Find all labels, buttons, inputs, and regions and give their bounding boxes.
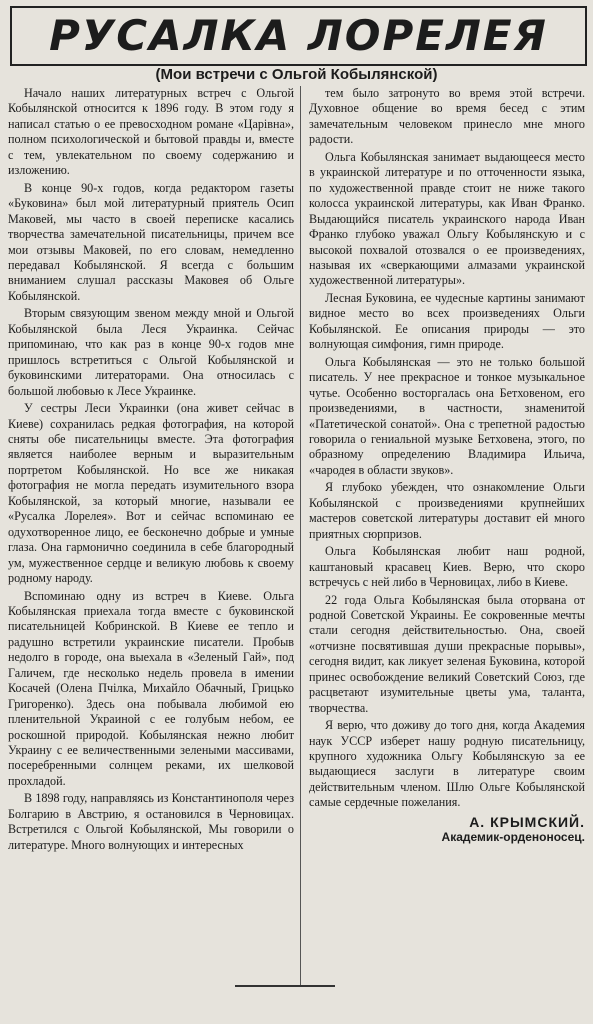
article-subtitle: (Мои встречи с Ольгой Кобылянской) [155,66,438,83]
paragraph: Вторым связующим звеном между мной и Ольгой Кобылянской была Леся Украинка. Сейчас припоминаю, что как раз в конце 90-х годов мне пришлось встретиться с Ольгой Кобылянской и буковинскими литераторами. Она относилась с большой любовью к Лесе Украинке. [8,306,294,398]
paragraph: Начало наших литературных встреч с Ольгой Кобылянской относится к 1896 году. В этом году я написал статью о ее превосходном романе «Царівна», полном психологической и бытовой правды и, вместе с тем, увлекательном по своему содержанию и изложению. [8,86,294,178]
paragraph: Вспоминаю одну из встреч в Киеве. Ольга Кобылянская приехала тогда вместе с буковинской писательницей Кобринской. В Киеве ее тепло и радушно встретили украинские писатели. Пробыв недолго в городе, она выехала в «Зеленый Гай», под Галичем, где несколько недель провела в имении Косачей (Олена Пчілка, Михайло Обачный, Грицько Григоренко). Здесь она побывала любимой ею пленительной Украиной с ее голубым небом, ее роскошной природой. Кобылянская нежно любит Украину с ее величественными зелеными массивами, посеребренными солнцем реками, их шелковой прохладой. [8,588,294,788]
paragraph: Я верю, что доживу до того дня, когда Академия наук УССР изберет нашу родную писательницу, крупного художника Ольгу Кобылянскую за ее выдающиеся заслуги в литературе своим действительным членом. Шлю Ольге Кобылянской самые сердечные пожелания. [309,718,585,810]
paragraph: Ольга Кобылянская любит наш родной, каштановый красавец Киев. Верю, что скоро встречусь с ней либо в Черновицах, либо в Киеве. [309,544,585,590]
paragraph: Ольга Кобылянская — это не только большой писатель. У нее прекрасное и тонкое музыкальное чутье. Особенно восторгалась она Бетховеном, его произведениями, в частности, знаменитой «Патетической сонатой». Она с трепетной радостью говорила о гениальной музыке Бетховена, этого, по образному определению Владимира Ильича, «чародея в области звуков». [309,354,585,477]
signature [309,815,585,846]
paragraph: У сестры Леси Украинки (она живет сейчас в Киеве) сохранилась редкая фотография, на которой сняты обе писательницы вместе. Эта фотография является наиболее верным и выразительным портретом Кобылянской. Но все же никакая фотография не могла передать изумительного взора Кобылянской, за который многие, называли ее «Русалка Лорелея». Вот и сейчас вспоминаю ее одухотворенное лицо, ее бесконечно добрые и умные глаза. Она гармонично соединила в себе благородный ум, мужественное сердце и великую любовь к своему родному народу. [8,401,294,586]
paragraph: 22 года Ольга Кобылянская была оторвана от родной Советской Украины. Ее сокровенные мечты стали сегодня действительностью. Она, своей «отчизне посвятившая души прекрасные порывы», сегодня видит, как ликует зеленая Буковина, которой принес освобождение великий Советский Союз, где расцветают изумительные цветы ума, таланта, творчества. [309,592,585,715]
author-title: Академик-орденоносец. [441,830,585,845]
paragraph: тем было затронуто во время этой встречи. Духовное общение во время бесед с этим замечательным человеком принесло мне много радости. [309,86,585,147]
paragraph: Ольга Кобылянская занимает выдающееся место в украинской литературе и по отточенности языка, по художественной правде стоит не ниже такого колосса украинской литературы, как Иван Франко. Выдающийся писатель украинского народа Иван Франко глубоко уважал Ольгу Кобылянскую и с высокой похвалой отозвался о ее произведениях, называя их «сверкающими алмазами украинской художественной литературы». [309,149,585,288]
author-name: А. КРЫМСКИЙ. [469,813,585,830]
paragraph: Я глубоко убежден, что ознакомление Ольги Кобылянской с произведениями крупнейших мастеров советской литературы доставит ей много приятных сюрпризов. [309,480,585,541]
headline-box [10,6,587,66]
paragraph: В 1898 году, направляясь из Константинополя через Болгарию в Австрию, я остановился в Черновицах. Встретился с Ольгой Кобылянской, Мы говорили о литературе. Много волнующих и интересных [8,791,294,852]
column-divider [300,86,301,986]
article-title: РУСАЛКА ЛОРЕЛЕЯ [49,11,548,60]
right-column [309,86,585,846]
paragraph: Лесная Буковина, ее чудесные картины занимают видное место во всех произведениях Ольги Кобылянской. Ее описания природы — это волнующая симфония, гимн природе. [309,290,585,352]
end-rule [235,985,335,987]
left-column [8,86,294,855]
paragraph: В конце 90-х годов, когда редактором газеты «Буковина» был мой литературный приятель Осип Маковей, мы часто в своей переписке касались творчества замечательной писательницы, причем все мои отзывы Маковей, по его словам, немедленно передавал Кобылянской. Я всегда с большим вниманием слушал рассказы Маковея об Ольге Кобылянской. [8,180,294,303]
